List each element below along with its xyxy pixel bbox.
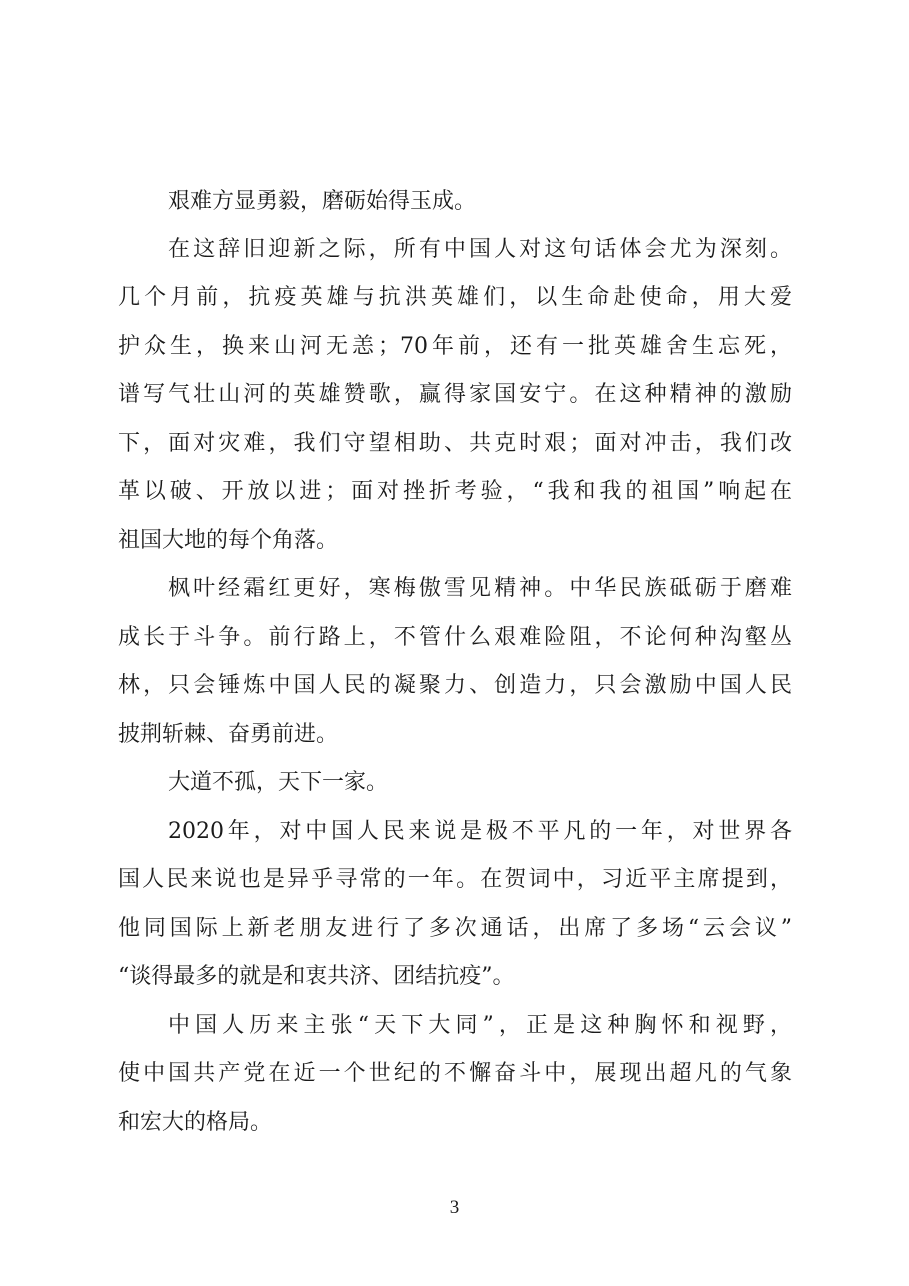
paragraph-2-line-2: 几个月前，抗疫英雄与抗洪英雄们，以生命赴使命，用大爱 — [118, 285, 792, 310]
paragraph-1-line-1: 艰难方显勇毅，磨砺始得玉成。 — [168, 189, 477, 214]
paragraph-3-line-4: 披荆斩棘、奋勇前进。 — [118, 722, 339, 747]
paragraph-3-line-1: 枫叶经霜红更好，寒梅傲雪见精神。中华民族砥砺于磨难 — [168, 576, 792, 601]
paragraph-2-line-5: 下，面对灾难，我们守望相助、共克时艰；面对冲击，我们改 — [118, 431, 792, 456]
paragraph-6-line-2: 使中国共产党在近一个世纪的不懈奋斗中，展现出超凡的气象 — [118, 1061, 792, 1086]
paragraph-2-line-1: 在这辞旧迎新之际，所有中国人对这句话体会尤为深刻。 — [168, 237, 792, 262]
paragraph-6-line-3: 和宏大的格局。 — [118, 1110, 273, 1135]
paragraph-2-line-3: 护众生，换来山河无恙；70年前，还有一批英雄舍生忘死， — [118, 334, 792, 359]
paragraph-4-line-1: 大道不孤，天下一家。 — [168, 770, 389, 795]
paragraph-5-line-2: 国人民来说也是异乎寻常的一年。在贺词中，习近平主席提到， — [118, 867, 792, 892]
paragraph-2-line-4: 谱写气壮山河的英雄赞歌，赢得家国安宁。在这种精神的激励 — [118, 382, 792, 407]
paragraph-3-line-2: 成长于斗争。前行路上，不管什么艰难险阻，不论何种沟壑丛 — [118, 625, 792, 650]
paragraph-2-line-6: 革以破、开放以进；面对挫折考验，“我和我的祖国”响起在 — [118, 479, 792, 504]
paragraph-5-line-4: “谈得最多的就是和衷共济、团结抗疫”。 — [118, 964, 515, 989]
paragraph-3-line-3: 林，只会锤炼中国人民的凝聚力、创造力，只会激励中国人民 — [118, 673, 792, 698]
page-number: 3 — [449, 1197, 460, 1218]
paragraph-6-line-1: 中国人历来主张“天下大同”，正是这种胸怀和视野， — [168, 1013, 792, 1038]
paragraph-2-line-7: 祖国大地的每个角落。 — [118, 528, 339, 553]
paragraph-5-line-3: 他同国际上新老朋友进行了多次通话，出席了多场“云会议” — [118, 916, 792, 941]
paragraph-5-line-1: 2020年，对中国人民来说是极不平凡的一年，对世界各 — [168, 819, 792, 844]
